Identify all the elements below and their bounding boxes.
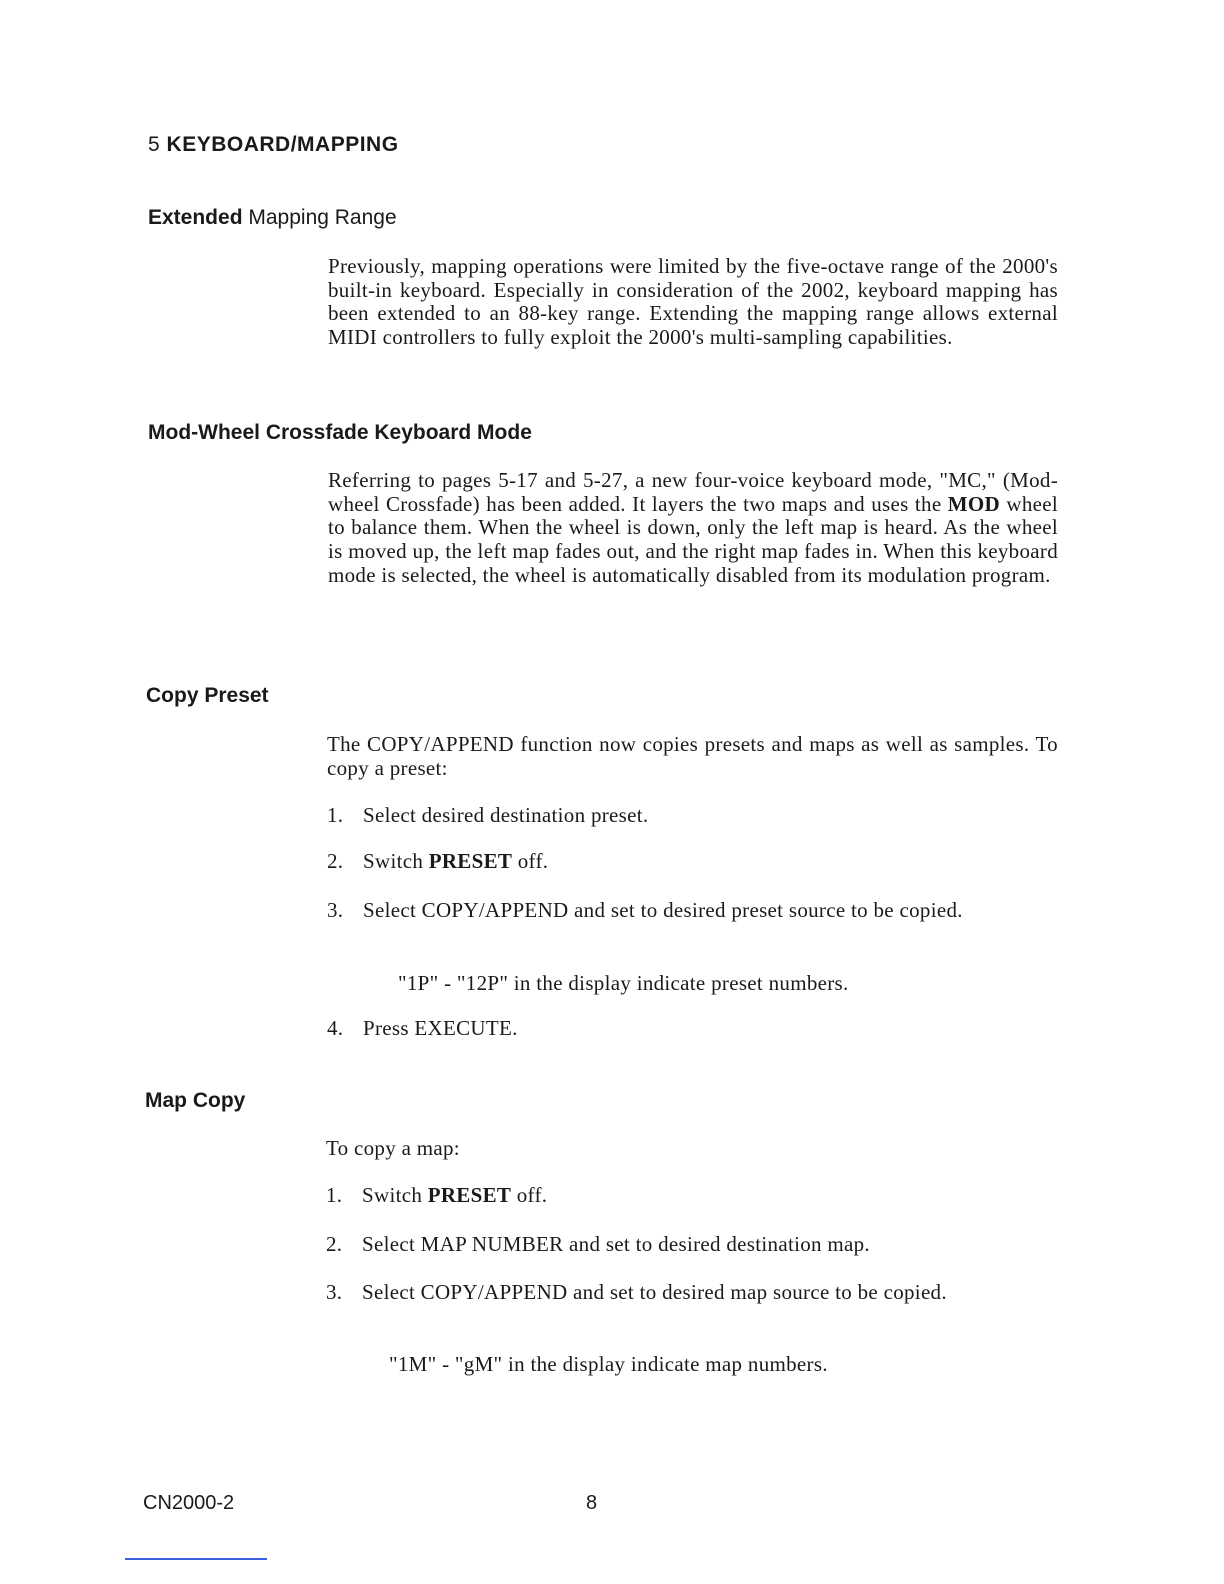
step-text <box>362 1233 1058 1256</box>
step-number: 4. <box>327 1016 344 1040</box>
step-number: 1. <box>326 1183 343 1207</box>
copy-preset-step-4 <box>327 1017 1058 1040</box>
step-text-part: off. <box>512 849 549 873</box>
step-text-part: Select MAP NUMBER and set to desired destination map. <box>362 1232 870 1256</box>
footer-underline <box>125 1558 267 1560</box>
map-copy-step-3 <box>326 1281 1058 1304</box>
step-text <box>363 899 1058 922</box>
step-text <box>363 1017 1058 1040</box>
preset-keyword: PRESET <box>427 1183 512 1207</box>
step-text-part: Press EXECUTE. <box>363 1016 518 1040</box>
step-text <box>362 1281 1058 1304</box>
heading-text: Copy Preset <box>146 684 269 707</box>
mod-keyword: MOD <box>947 491 1001 516</box>
heading-text: Mod-Wheel Crossfade Keyboard Mode <box>148 421 532 444</box>
step-text-part: Switch <box>362 1183 428 1207</box>
step-number: 3. <box>326 1280 343 1304</box>
mod-wheel-paragraph <box>328 469 1058 588</box>
copy-preset-intro: The COPY/APPEND function now copies presets and maps as well as samples. To copy a preset: <box>327 732 1058 780</box>
heading-text: Map Copy <box>145 1089 246 1112</box>
footer-page-number: 8 <box>586 1492 598 1514</box>
chapter-title <box>148 133 399 157</box>
step-text <box>363 804 1058 827</box>
section-heading-map-copy <box>145 1089 245 1113</box>
section-heading-mod-wheel-crossfade <box>148 421 532 445</box>
step-text-part: Select COPY/APPEND and set to desired map source to be copied. <box>362 1280 947 1304</box>
step-text-part: Select COPY/APPEND and set to desired preset source to be copied. <box>363 898 963 922</box>
preset-keyword: PRESET <box>428 849 513 873</box>
section-heading-extended-mapping-range <box>148 206 397 230</box>
step-number: 3. <box>327 898 344 922</box>
step-text <box>362 1184 1058 1207</box>
heading-rest-part: Mapping Range <box>248 206 397 229</box>
map-copy-step-1 <box>326 1184 1058 1207</box>
copy-preset-step-1 <box>327 804 1058 827</box>
map-copy-intro: To copy a map: <box>326 1136 460 1160</box>
chapter-name: KEYBOARD/MAPPING <box>166 133 399 156</box>
step-number: 2. <box>327 849 344 873</box>
paragraph-text-part: Referring to pages 5-17 and 5-27, a new four-voice keyboard mode, "MC," (Mod-wheel Crossfade) has been added. It layers the two maps and uses the <box>328 468 1058 516</box>
step-text-part: Switch <box>363 849 429 873</box>
step-number: 1. <box>327 803 344 827</box>
map-copy-step-2 <box>326 1233 1058 1256</box>
copy-preset-step-3 <box>327 899 1058 922</box>
chapter-number: 5 <box>148 133 161 156</box>
copy-preset-note: "1P" - "12P" in the display indicate preset numbers. <box>398 971 849 995</box>
heading-bold-part: Extended <box>148 206 243 229</box>
map-copy-note: "1M" - "gM" in the display indicate map numbers. <box>389 1352 828 1376</box>
step-text-part: off. <box>511 1183 548 1207</box>
step-text-part: Select desired destination preset. <box>363 803 649 827</box>
step-number: 2. <box>326 1232 343 1256</box>
copy-preset-step-2 <box>327 850 1058 873</box>
extended-mapping-paragraph: Previously, mapping operations were limited by the five-octave range of the 2000's built-in keyboard. Especially in consideration of the 2002, keyboard mapping has been extended to an 88-key range. Extending the mapping range allows external MIDI controllers to fully exploit the 2000's multi-sampling capabilities. <box>328 254 1058 350</box>
paragraph-text-part: wheel to balance them. When the wheel is down, only the left map is heard. As the wheel is moved up, the left map fades out, and the right map fades in. When this keyboard mode is selected, the wheel is automatically disabled from its modulation program. <box>328 491 1058 587</box>
step-text <box>363 850 1058 873</box>
section-heading-copy-preset <box>146 684 269 708</box>
footer-doc-id: CN2000-2 <box>143 1492 235 1514</box>
